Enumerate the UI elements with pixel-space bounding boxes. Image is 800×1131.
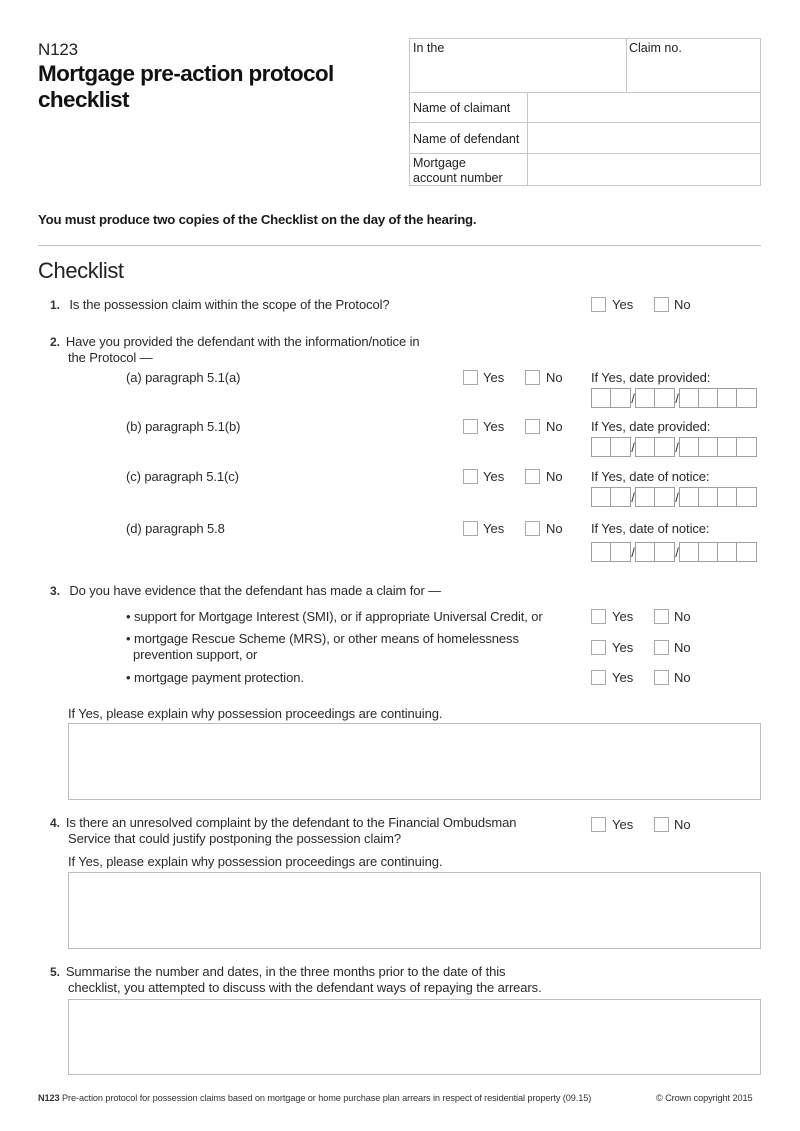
q2a-no-label: No — [546, 370, 563, 385]
footer-code: N123 — [38, 1093, 60, 1103]
q4-no-label: No — [674, 817, 691, 832]
q3-smi-yes-label: Yes — [612, 609, 634, 624]
q3-item-payment-protection: • mortgage payment protection. — [126, 670, 304, 685]
date-digit-box[interactable] — [611, 389, 630, 407]
divider — [410, 122, 760, 123]
q2a-yes-label: Yes — [483, 370, 505, 385]
question-text-line1: Summarise the number and dates, in the three months prior to the date of this — [65, 964, 506, 979]
date-digit-box[interactable] — [611, 438, 630, 456]
date-digit-box[interactable] — [718, 438, 737, 456]
date-digit-box[interactable] — [655, 543, 674, 561]
section-divider — [38, 245, 761, 246]
q2a-no-checkbox[interactable] — [525, 370, 540, 385]
day-boxes[interactable] — [591, 388, 631, 408]
date-digit-box[interactable] — [737, 438, 756, 456]
q2c-no-label: No — [546, 469, 563, 484]
q3-item-smi: • support for Mortgage Interest (SMI), or if appropriate Universal Credit, or — [126, 609, 543, 624]
q3-mpp-no-checkbox[interactable] — [654, 670, 669, 685]
q4-yes-checkbox[interactable] — [591, 817, 606, 832]
q3-mrs-yes-label: Yes — [612, 640, 634, 655]
divider — [410, 92, 760, 93]
q3-smi-no-label: No — [674, 609, 691, 624]
question-number: 1. — [50, 298, 60, 312]
item-label: (a) paragraph 5.1(a) — [126, 370, 241, 385]
claimant-label: Name of claimant — [413, 101, 511, 115]
q3-smi-yes-checkbox[interactable] — [591, 609, 606, 624]
q2b-yes-label: Yes — [483, 419, 505, 434]
date-separator: / — [631, 490, 635, 505]
question-text-line2: the Protocol — — [68, 350, 153, 365]
date-digit-box[interactable] — [592, 389, 611, 407]
question-number: 3. — [50, 584, 60, 598]
q1-no-checkbox[interactable] — [654, 297, 669, 312]
section-title: Checklist — [38, 258, 124, 283]
question-text-line1: Have you provided the defendant with the information/notice in — [65, 334, 420, 349]
q2b-yes-checkbox[interactable] — [463, 419, 478, 434]
claim-no-field[interactable] — [629, 57, 757, 89]
in-the-label: In the — [413, 41, 445, 55]
date-digit-box[interactable] — [655, 389, 674, 407]
date-separator: / — [675, 545, 679, 560]
case-details-table — [409, 38, 761, 186]
date-separator: / — [631, 440, 635, 455]
q2c-yes-checkbox[interactable] — [463, 469, 478, 484]
year-boxes[interactable] — [679, 437, 757, 457]
year-boxes[interactable] — [679, 487, 757, 507]
question-text: Do you have evidence that the defendant has made a claim for — — [69, 583, 442, 598]
q5-summary-textbox[interactable] — [68, 999, 761, 1075]
date-label: If Yes, date of notice: — [591, 521, 710, 536]
date-digit-box[interactable] — [699, 543, 718, 561]
date-digit-box[interactable] — [592, 488, 611, 506]
q3-item-mrs — [126, 631, 519, 663]
question-number: 2. — [50, 335, 60, 349]
question-text-line1: Is there an unresolved complaint by the defendant to the Financial Ombudsman — [65, 815, 517, 830]
date-label: If Yes, date of notice: — [591, 469, 710, 484]
question-number: 4. — [50, 816, 60, 830]
q2c-yes-label: Yes — [483, 469, 505, 484]
question-text: Is the possession claim within the scope of the Protocol? — [69, 297, 390, 312]
date-separator: / — [675, 490, 679, 505]
date-digit-box[interactable] — [636, 438, 655, 456]
date-label: If Yes, date provided: — [591, 370, 711, 385]
footer-description — [38, 1093, 591, 1103]
defendant-label: Name of defendant — [413, 132, 520, 146]
q4-yes-label: Yes — [612, 817, 634, 832]
q4-explain-label: If Yes, please explain why possession proceedings are continuing. — [68, 854, 443, 869]
footer-text: Pre-action protocol for possession claims based on mortgage or home purchase plan arrears in respect of residential property (09.15) — [62, 1093, 592, 1103]
date-digit-box[interactable] — [636, 389, 655, 407]
q2d-date-field[interactable] — [591, 542, 757, 562]
date-label: If Yes, date provided: — [591, 419, 711, 434]
day-boxes[interactable] — [591, 542, 631, 562]
question-number: 5. — [50, 965, 60, 979]
date-digit-box[interactable] — [737, 543, 756, 561]
form-code: N123 — [38, 40, 78, 59]
month-boxes[interactable] — [635, 437, 675, 457]
q2c-no-checkbox[interactable] — [525, 469, 540, 484]
q2b-no-checkbox[interactable] — [525, 419, 540, 434]
divider — [410, 153, 760, 154]
question-4 — [50, 815, 516, 847]
date-digit-box[interactable] — [699, 389, 718, 407]
date-digit-box[interactable] — [718, 543, 737, 561]
item-label: (d) paragraph 5.8 — [126, 521, 225, 536]
year-boxes[interactable] — [679, 388, 757, 408]
q2a-date-field[interactable] — [591, 388, 757, 408]
month-boxes[interactable] — [635, 388, 675, 408]
hearing-notice: You must produce two copies of the Checklist on the day of the hearing. — [38, 212, 477, 227]
q2d-yes-checkbox[interactable] — [463, 521, 478, 536]
date-digit-box[interactable] — [636, 488, 655, 506]
divider — [527, 92, 528, 186]
q2b-no-label: No — [546, 419, 563, 434]
date-digit-box[interactable] — [611, 488, 630, 506]
question-3 — [50, 583, 441, 599]
item-line1: • mortgage Rescue Scheme (MRS), or other means of homelessness — [126, 631, 519, 646]
q3-mpp-yes-label: Yes — [612, 670, 634, 685]
divider — [626, 39, 627, 92]
claimant-field[interactable] — [530, 95, 758, 120]
q4-explain-textbox[interactable] — [68, 872, 761, 949]
date-digit-box[interactable] — [699, 488, 718, 506]
date-digit-box[interactable] — [636, 543, 655, 561]
date-separator: / — [675, 440, 679, 455]
q2c-date-field[interactable] — [591, 487, 757, 507]
month-boxes[interactable] — [635, 542, 675, 562]
question-text-line2: Service that could justify postponing the possession claim? — [68, 831, 402, 846]
q3-mpp-yes-checkbox[interactable] — [591, 670, 606, 685]
mortgage-account-label-line1: Mortgage — [413, 156, 466, 170]
question-5 — [50, 964, 542, 996]
mortgage-account-field[interactable] — [530, 156, 758, 184]
item-label: (c) paragraph 5.1(c) — [126, 469, 239, 484]
question-text-line2: checklist, you attempted to discuss with the defendant ways of repaying the arrears. — [68, 980, 542, 995]
question-2 — [50, 334, 420, 366]
date-digit-box[interactable] — [699, 438, 718, 456]
date-digit-box[interactable] — [737, 488, 756, 506]
q3-mrs-yes-checkbox[interactable] — [591, 640, 606, 655]
form-title-line1: Mortgage pre-action protocol — [38, 61, 334, 86]
date-digit-box[interactable] — [680, 389, 699, 407]
day-boxes[interactable] — [591, 487, 631, 507]
date-digit-box[interactable] — [611, 543, 630, 561]
item-line2: prevention support, or — [133, 647, 258, 662]
q2b-date-field[interactable] — [591, 437, 757, 457]
in-the-field[interactable] — [413, 57, 623, 89]
q1-yes-checkbox[interactable] — [591, 297, 606, 312]
date-digit-box[interactable] — [592, 543, 611, 561]
q3-explain-textbox[interactable] — [68, 723, 761, 800]
date-digit-box[interactable] — [737, 389, 756, 407]
mortgage-account-label — [413, 156, 503, 186]
day-boxes[interactable] — [591, 437, 631, 457]
footer-copyright: © Crown copyright 2015 — [656, 1093, 753, 1103]
item-label: (b) paragraph 5.1(b) — [126, 419, 241, 434]
q3-explain-label: If Yes, please explain why possession proceedings are continuing. — [68, 706, 443, 721]
q2a-yes-checkbox[interactable] — [463, 370, 478, 385]
year-boxes[interactable] — [679, 542, 757, 562]
q2d-no-label: No — [546, 521, 563, 536]
date-separator: / — [631, 391, 635, 406]
defendant-field[interactable] — [530, 125, 758, 151]
q1-yes-label: Yes — [612, 297, 634, 312]
claim-no-label: Claim no. — [629, 41, 682, 55]
date-digit-box[interactable] — [592, 438, 611, 456]
mortgage-account-label-line2: account number — [413, 171, 503, 185]
date-separator: / — [675, 391, 679, 406]
q3-mpp-no-label: No — [674, 670, 691, 685]
date-separator: / — [631, 545, 635, 560]
form-title — [38, 61, 334, 113]
form-title-line2: checklist — [38, 87, 129, 112]
date-digit-box[interactable] — [718, 488, 737, 506]
question-1 — [50, 297, 390, 313]
date-digit-box[interactable] — [718, 389, 737, 407]
q1-no-label: No — [674, 297, 691, 312]
q4-no-checkbox[interactable] — [654, 817, 669, 832]
date-digit-box[interactable] — [680, 438, 699, 456]
q2d-yes-label: Yes — [483, 521, 505, 536]
q2d-no-checkbox[interactable] — [525, 521, 540, 536]
q3-mrs-no-label: No — [674, 640, 691, 655]
date-digit-box[interactable] — [680, 488, 699, 506]
month-boxes[interactable] — [635, 487, 675, 507]
date-digit-box[interactable] — [655, 488, 674, 506]
date-digit-box[interactable] — [680, 543, 699, 561]
q3-mrs-no-checkbox[interactable] — [654, 640, 669, 655]
date-digit-box[interactable] — [655, 438, 674, 456]
q3-smi-no-checkbox[interactable] — [654, 609, 669, 624]
